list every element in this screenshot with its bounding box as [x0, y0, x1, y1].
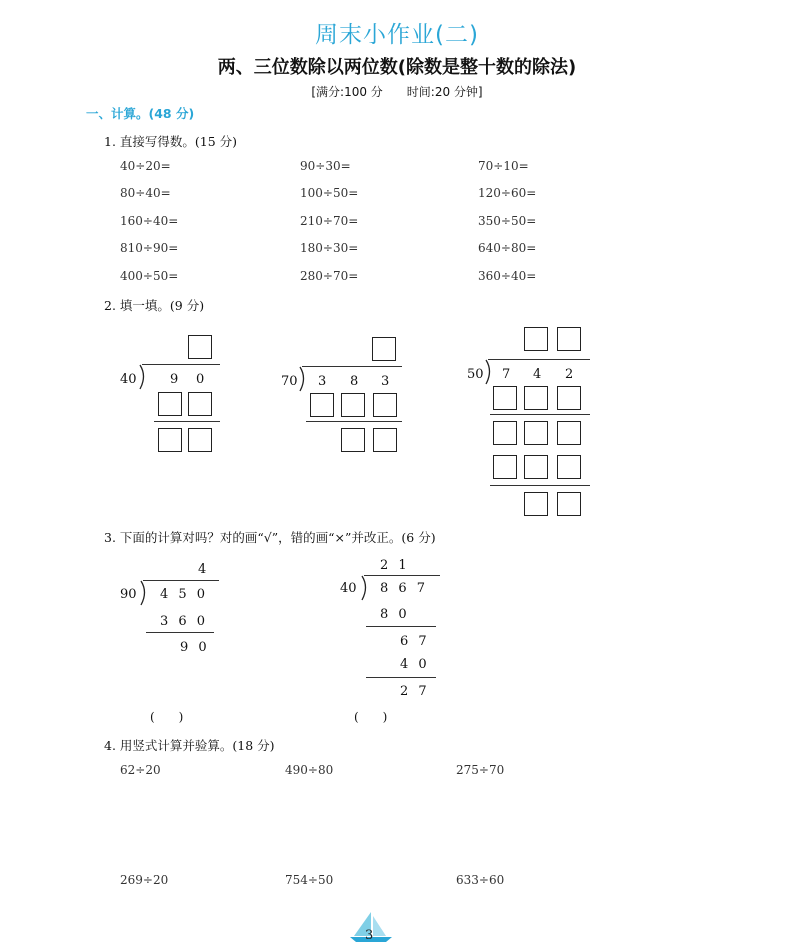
answer-box[interactable]	[557, 455, 581, 479]
subtraction-line	[490, 485, 590, 486]
q1-item: 210÷70=	[300, 214, 359, 228]
section-1-heading: 一、计算。(48 分)	[86, 106, 195, 121]
dividend-digit: 7	[502, 367, 511, 382]
q4-heading: 4. 用竖式计算并验算。(18 分)	[104, 738, 275, 753]
q4-item: 275÷70	[456, 763, 505, 777]
q3-heading: 3. 下面的计算对吗？对的画“√”，错的画“×”并改正。(6 分)	[104, 530, 436, 545]
q1-heading: 1. 直接写得数。(15 分)	[104, 134, 238, 149]
q1-item: 360÷40=	[478, 269, 537, 283]
answer-box[interactable]	[524, 455, 548, 479]
q1-item: 80÷40=	[120, 186, 171, 200]
answer-box[interactable]	[524, 421, 548, 445]
q1-item: 810÷90=	[120, 241, 179, 255]
subtraction-line	[490, 414, 590, 415]
answer-box[interactable]	[524, 492, 548, 516]
answer-box[interactable]	[557, 492, 581, 516]
quotient: 2 1	[380, 558, 410, 573]
division-bracket	[298, 366, 308, 392]
answer-box[interactable]	[524, 386, 548, 410]
answer-box[interactable]	[158, 428, 182, 452]
answer-box[interactable]	[373, 428, 397, 452]
q1-item: 280÷70=	[300, 269, 359, 283]
answer-box[interactable]	[188, 392, 212, 416]
answer-box[interactable]	[493, 455, 517, 479]
vinculum	[142, 364, 220, 365]
q4-item: 633÷60	[456, 873, 505, 887]
partial-dividend: 6 7	[400, 634, 430, 649]
answer-box[interactable]	[557, 327, 581, 351]
dividend-digit: 2	[565, 367, 574, 382]
q1-item: 40÷20=	[120, 159, 171, 173]
answer-box[interactable]	[524, 327, 548, 351]
dividend: 8 6 7	[380, 581, 429, 596]
score-time-info: [满分:100 分 时间:20 分钟]	[311, 85, 483, 99]
answer-box[interactable]	[341, 428, 365, 452]
q1-item: 640÷80=	[478, 241, 537, 255]
q1-item: 350÷50=	[478, 214, 537, 228]
answer-box[interactable]	[557, 421, 581, 445]
remainder: 9 0	[180, 640, 210, 655]
divisor: 50	[467, 367, 484, 382]
answer-box[interactable]	[493, 386, 517, 410]
subtraction-line	[306, 421, 402, 422]
division-bracket	[484, 359, 494, 385]
answer-box[interactable]	[188, 335, 212, 359]
subtrahend: 8 0	[380, 607, 410, 622]
answer-parentheses[interactable]: ( )	[150, 710, 184, 724]
answer-box[interactable]	[493, 421, 517, 445]
q2-heading: 2. 填一填。(9 分)	[104, 298, 205, 313]
q1-item: 100÷50=	[300, 186, 359, 200]
vinculum	[364, 575, 440, 576]
dividend-digit: 3	[318, 374, 327, 389]
subtraction-line	[366, 677, 436, 678]
answer-box[interactable]	[373, 393, 397, 417]
answer-box[interactable]	[188, 428, 212, 452]
dividend-digit: 3	[381, 374, 390, 389]
answer-box[interactable]	[158, 392, 182, 416]
subtrahend: 3 6 0	[160, 614, 209, 629]
vinculum	[302, 366, 402, 367]
page-subtitle: 两、三位数除以两位数(除数是整十数的除法)	[217, 57, 577, 78]
q1-item: 90÷30=	[300, 159, 351, 173]
vinculum	[143, 580, 219, 581]
page-number: 3	[365, 928, 374, 943]
subtrahend: 4 0	[400, 657, 430, 672]
vinculum	[488, 359, 590, 360]
answer-box[interactable]	[310, 393, 334, 417]
answer-box[interactable]	[372, 337, 396, 361]
divisor: 70	[281, 374, 298, 389]
dividend-digit: 4	[533, 367, 542, 382]
subtraction-line	[146, 632, 214, 633]
remainder: 2 7	[400, 684, 430, 699]
q1-item: 160÷40=	[120, 214, 179, 228]
dividend-digit: 8	[350, 374, 359, 389]
q4-item: 62÷20	[120, 763, 161, 777]
q1-item: 180÷30=	[300, 241, 359, 255]
q1-item: 400÷50=	[120, 269, 179, 283]
division-bracket	[139, 580, 149, 606]
q1-item: 120÷60=	[478, 186, 537, 200]
q4-item: 754÷50	[285, 873, 334, 887]
dividend-digit: 9	[170, 372, 179, 387]
dividend-digit: 0	[196, 372, 205, 387]
subtraction-line	[154, 421, 220, 422]
divisor: 40	[120, 372, 137, 387]
page-title: 周末小作业(二)	[315, 22, 479, 48]
q1-item: 70÷10=	[478, 159, 529, 173]
answer-parentheses[interactable]: ( )	[354, 710, 388, 724]
division-bracket	[138, 364, 148, 390]
q4-item: 269÷20	[120, 873, 169, 887]
divisor: 90	[120, 587, 137, 602]
divisor: 40	[340, 581, 357, 596]
answer-box[interactable]	[557, 386, 581, 410]
answer-box[interactable]	[341, 393, 365, 417]
quotient: 4	[198, 562, 207, 577]
q4-item: 490÷80	[285, 763, 334, 777]
division-bracket	[360, 575, 370, 601]
dividend: 4 5 0	[160, 587, 209, 602]
subtraction-line	[366, 626, 436, 627]
